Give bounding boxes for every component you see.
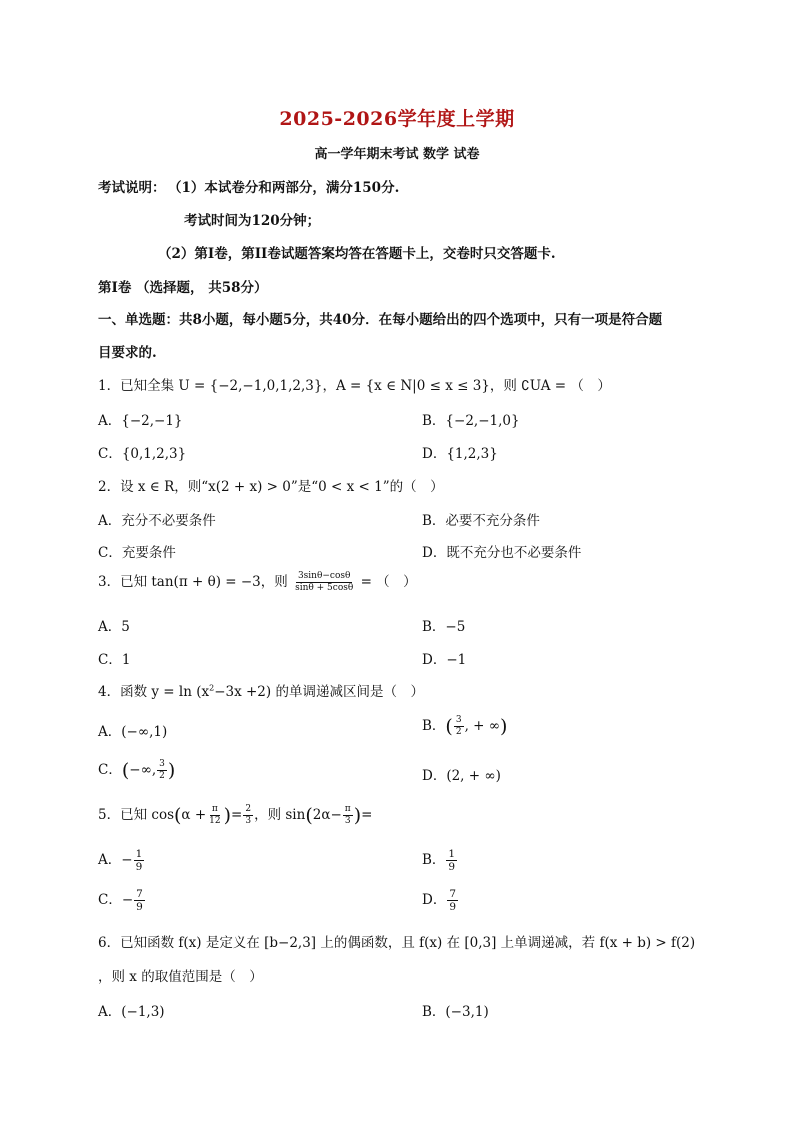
q5-2alpha: 2α− bbox=[312, 807, 342, 823]
q4-stem-exponent: 2 bbox=[209, 683, 215, 693]
q4-b-rest: , + ∞ bbox=[464, 718, 501, 734]
q5-a-fraction bbox=[134, 849, 145, 873]
q5-option-d bbox=[422, 888, 459, 913]
section-heading: 第I卷 （选择题， 共58分） bbox=[98, 280, 268, 296]
q4-option-c: C．(−∞, $\frac{3}{2}$ ) bbox=[98, 759, 176, 782]
question-6-stem-line1: 6．已知函数 f(x) 是定义在 [b−2,3] 上的偶函数，且 f(x) 在 [0,3] 上单调递减，若 f(x + b) > f(2) bbox=[98, 935, 696, 951]
exam-title: 2025-2026学年度上学期 bbox=[279, 108, 515, 130]
q2-option-d: D．既不充分也不必要条件 bbox=[422, 545, 582, 561]
question-5-stem: 5．已知 cos(α + $\frac{\pi}{12}$ )= $\frac{2}{3}$ ，则 sin(2α− $\frac{\pi}{3}$ )= bbox=[98, 804, 373, 827]
q3-option-d: D．−1 bbox=[422, 652, 467, 668]
q5-b-den: 9 bbox=[448, 861, 456, 873]
q6-option-a: A．(−1,3) bbox=[98, 1004, 165, 1020]
q2-option-a: A．充分不必要条件 bbox=[98, 513, 216, 529]
q5-end: = bbox=[361, 807, 373, 823]
exam-subtitle: 高一学年期末考试 数学 试卷 bbox=[314, 147, 480, 162]
q5-alpha: α + bbox=[181, 807, 207, 823]
q4-b-den: 2 bbox=[455, 727, 462, 737]
q5-pi-num: π bbox=[211, 804, 218, 814]
q4-c-den: 2 bbox=[159, 771, 165, 781]
q6-option-b: B．(−3,1) bbox=[422, 1004, 489, 1020]
q5-pi3-num: π bbox=[344, 804, 351, 814]
q5-d-den: 9 bbox=[449, 901, 457, 913]
q4-option-b: B．( $\frac{3}{2}$ , + ∞) bbox=[422, 715, 508, 738]
q5-b-fraction bbox=[446, 849, 457, 873]
q2-option-c: C．充要条件 bbox=[98, 545, 176, 561]
q5-option-a bbox=[98, 848, 145, 873]
q3-stem-suffix: = （ ） bbox=[360, 574, 417, 590]
q1-option-b: B．{−2,−1,0} bbox=[422, 413, 520, 429]
q5-a-den: 9 bbox=[135, 861, 143, 873]
question-3-stem bbox=[98, 570, 417, 593]
q4-option-b-label: B． bbox=[422, 718, 446, 734]
q5-c-label: C．− bbox=[98, 892, 134, 908]
q5-val-den: 3 bbox=[245, 816, 252, 826]
question-1-stem: 1．已知全集 U = {−2,−1,0,1,2,3}，A = {x ∈ N|0 ≤ x ≤ 3}，则 ∁UA = （ ） bbox=[98, 378, 611, 394]
q4-option-a: A．(−∞,1) bbox=[98, 724, 168, 740]
q5-option-b bbox=[422, 848, 458, 873]
q5-c-den: 9 bbox=[136, 901, 143, 913]
instruction-item-1: （1）本试卷分和两部分，满分150分. bbox=[168, 180, 400, 196]
q5-pi-den: 12 bbox=[209, 816, 221, 826]
q5-eq: = bbox=[231, 807, 243, 823]
q5-b-num: 1 bbox=[448, 847, 456, 860]
q3-option-a: A．5 bbox=[98, 619, 130, 635]
instruction-item-2: （2）第I卷，第II卷试题答案均答在答题卡上，交卷时只交答题卡. bbox=[158, 246, 556, 262]
q5-option-c bbox=[98, 888, 146, 913]
q5-d-label: D． bbox=[422, 892, 447, 908]
question-6-stem-line2: ，则 x 的取值范围是（ ） bbox=[98, 969, 263, 985]
q5-two-thirds bbox=[243, 805, 253, 826]
q5-b-label: B． bbox=[422, 852, 446, 868]
q4-stem-prefix: 4．函数 y = ln (x bbox=[98, 684, 210, 700]
q5-a-label: A．− bbox=[98, 852, 133, 868]
q5-pi3-den: 3 bbox=[344, 816, 351, 826]
question-2-stem: 2．设 x ∈ R，则“x(2 + x) > 0”是“0 < x < 1”的（ ） bbox=[98, 479, 444, 495]
q4-option-b-fraction bbox=[454, 716, 464, 737]
q5-pi-12 bbox=[207, 805, 222, 826]
instructions-label: 考试说明： bbox=[98, 180, 166, 196]
q4-c-rest: −∞, bbox=[129, 762, 157, 778]
q4-c-num: 3 bbox=[159, 759, 165, 769]
q5-c-fraction bbox=[134, 889, 145, 913]
q5-prefix: 5．已知 cos bbox=[98, 807, 174, 823]
q5-c-num: 7 bbox=[136, 887, 143, 900]
q4-b-num: 3 bbox=[455, 715, 462, 725]
q1-option-d: D．{1,2,3} bbox=[422, 446, 498, 462]
q3-frac-denominator: sinθ + 5cosθ bbox=[295, 583, 354, 593]
part-instructions-line2: 目要求的. bbox=[98, 345, 157, 361]
q3-option-c: C．1 bbox=[98, 652, 131, 668]
q5-mid: ，则 sin bbox=[254, 807, 306, 823]
q5-pi-3 bbox=[343, 805, 353, 826]
q3-frac-numerator: 3sinθ−cosθ bbox=[297, 571, 351, 581]
q2-option-b: B．必要不充分条件 bbox=[422, 513, 540, 529]
q1-option-a: A．{−2,−1} bbox=[98, 413, 183, 429]
q4-option-d: D．(2, + ∞) bbox=[422, 768, 501, 784]
q4-option-c-label: C． bbox=[98, 762, 122, 778]
instruction-time: 考试时间为120分钟； bbox=[184, 213, 321, 229]
q4-stem-suffix: −3x +2) 的单调递减区间是（ ） bbox=[214, 684, 424, 700]
q1-option-c: C．{0,1,2,3} bbox=[98, 446, 187, 462]
part-instructions-line1: 一、单选题：共8小题，每小题5分，共40分．在每小题给出的四个选项中，只有一项是符合题 bbox=[98, 312, 663, 328]
q5-d-fraction bbox=[447, 889, 458, 913]
q5-d-num: 7 bbox=[449, 887, 457, 900]
question-4-stem bbox=[98, 680, 424, 700]
q5-val-num: 2 bbox=[245, 804, 252, 814]
q4-option-c-fraction bbox=[157, 760, 167, 781]
q3-option-b: B．−5 bbox=[422, 619, 466, 635]
q3-stem-prefix: 3．已知 tan(π + θ) = −3，则 bbox=[98, 574, 288, 590]
q3-fraction bbox=[293, 572, 355, 593]
q5-a-num: 1 bbox=[135, 847, 143, 860]
